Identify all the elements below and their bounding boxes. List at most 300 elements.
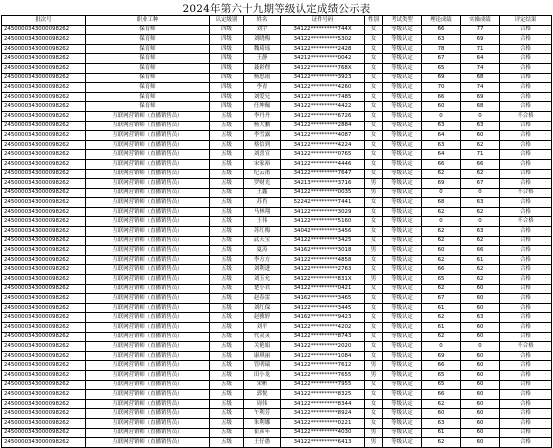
- result-cell: 合格: [500, 332, 552, 342]
- id-number-cell: 34122**********7485: [281, 92, 365, 102]
- exam-type-cell: 等级认定: [383, 428, 422, 438]
- column-header: 理论成绩: [422, 16, 461, 26]
- level-cell: 四级: [210, 102, 244, 112]
- id-number-cell: 34122**********5160: [281, 217, 365, 227]
- name-cell: 王仔愚: [244, 438, 281, 448]
- exam-type-cell: 等级认定: [383, 342, 422, 352]
- theory-score-cell: 61: [422, 428, 461, 438]
- batch-number-cell: 2450000343000098262: [2, 342, 86, 352]
- table-row: [2, 255, 552, 265]
- level-cell: 五级: [210, 275, 244, 285]
- exam-type-cell: 等级认定: [383, 83, 422, 93]
- table-row: [2, 140, 552, 150]
- gender-cell: 女: [365, 227, 383, 237]
- occupation-cell: 互联网营销师（直播销售员）: [86, 399, 210, 409]
- result-cell: 合格: [500, 150, 552, 160]
- batch-number-cell: 2450000343000098262: [2, 188, 86, 198]
- occupation-cell: 互联网营销师（直播销售员）: [86, 313, 210, 323]
- batch-number-cell: 2450000343000098262: [2, 92, 86, 102]
- exam-type-cell: 等级认定: [383, 227, 422, 237]
- table-row: [2, 198, 552, 208]
- table-row: [2, 246, 552, 256]
- exam-type-cell: 等级认定: [383, 121, 422, 131]
- batch-number-cell: 2450000343000098262: [2, 44, 86, 54]
- id-number-cell: 34162**********3018: [281, 246, 365, 256]
- name-cell: 王鑫: [244, 188, 281, 198]
- result-cell: 合格: [500, 207, 552, 217]
- practical-score-cell: 69: [461, 92, 500, 102]
- result-cell: 合格: [500, 370, 552, 380]
- name-cell: 纪云淆: [244, 169, 281, 179]
- exam-type-cell: 等级认定: [383, 380, 422, 390]
- name-cell: 王静: [244, 54, 281, 64]
- practical-score-cell: 67: [461, 179, 500, 189]
- batch-number-cell: 2450000343000098262: [2, 351, 86, 361]
- occupation-cell: 互联网营销师（直播销售员）: [86, 380, 210, 390]
- occupation-cell: 互联网营销师（直播销售员）: [86, 111, 210, 121]
- name-cell: 罗财光: [244, 179, 281, 189]
- level-cell: 五级: [210, 227, 244, 237]
- exam-type-cell: 等级认定: [383, 169, 422, 179]
- theory-score-cell: 61: [422, 303, 461, 313]
- result-cell: 合格: [500, 159, 552, 169]
- practical-score-cell: 0: [461, 217, 500, 227]
- result-cell: 合格: [500, 313, 552, 323]
- batch-number-cell: 2450000343000098262: [2, 361, 86, 371]
- name-cell: 刘晓梅: [244, 35, 281, 45]
- level-cell: 五级: [210, 428, 244, 438]
- level-cell: 五级: [210, 332, 244, 342]
- practical-score-cell: 66: [461, 246, 500, 256]
- occupation-cell: 互联网营销师（直播销售员）: [86, 438, 210, 448]
- exam-type-cell: 等级认定: [383, 399, 422, 409]
- occupation-cell: 互联网营销师（直播销售员）: [86, 361, 210, 371]
- level-cell: 五级: [210, 140, 244, 150]
- id-number-cell: 34122**********4446: [281, 159, 365, 169]
- exam-type-cell: 等级认定: [383, 255, 422, 265]
- result-cell: 合格: [500, 131, 552, 141]
- exam-type-cell: 等级认定: [383, 131, 422, 141]
- table-row: [2, 438, 552, 448]
- level-cell: 五级: [210, 188, 244, 198]
- level-cell: 五级: [210, 303, 244, 313]
- level-cell: 五级: [210, 284, 244, 294]
- id-number-cell: 34122**********7955: [281, 380, 365, 390]
- batch-number-cell: 2450000343000098262: [2, 25, 86, 35]
- occupation-cell: 互联网营销师（直播销售员）: [86, 284, 210, 294]
- gender-cell: 女: [365, 255, 383, 265]
- exam-type-cell: 等级认定: [383, 438, 422, 448]
- gender-cell: 女: [365, 73, 383, 83]
- gender-cell: 男: [365, 438, 383, 448]
- batch-number-cell: 2450000343000098262: [2, 63, 86, 73]
- result-cell: 合格: [500, 323, 552, 333]
- column-header: 批次号: [2, 16, 86, 26]
- result-cell: 合格: [500, 303, 552, 313]
- occupation-cell: 保育师: [86, 102, 210, 112]
- practical-score-cell: 60: [461, 380, 500, 390]
- column-header: 评定结果: [500, 16, 552, 26]
- gender-cell: 女: [365, 390, 383, 400]
- theory-score-cell: 60: [422, 102, 461, 112]
- level-cell: 五级: [210, 265, 244, 275]
- id-number-cell: 34122**********3445: [281, 303, 365, 313]
- exam-type-cell: 等级认定: [383, 140, 422, 150]
- name-cell: 郭悦: [244, 390, 281, 400]
- result-cell: 合格: [500, 92, 552, 102]
- practical-score-cell: 74: [461, 63, 500, 73]
- table-row: [2, 390, 552, 400]
- occupation-cell: 互联网营销师（直播销售员）: [86, 332, 210, 342]
- theory-score-cell: 67: [422, 294, 461, 304]
- occupation-cell: 保育师: [86, 63, 210, 73]
- result-cell: 合格: [500, 294, 552, 304]
- batch-number-cell: 2450000343000098262: [2, 313, 86, 323]
- level-cell: 五级: [210, 255, 244, 265]
- level-cell: 五级: [210, 418, 244, 428]
- exam-type-cell: 等级认定: [383, 73, 422, 83]
- exam-type-cell: 等级认定: [383, 418, 422, 428]
- table-row: [2, 303, 552, 313]
- id-number-cell: 34122**********8924: [281, 409, 365, 419]
- exam-type-cell: 等级认定: [383, 246, 422, 256]
- id-number-cell: 34122**********5302: [281, 35, 365, 45]
- column-header: 认定级别: [210, 16, 244, 26]
- gender-cell: 女: [365, 169, 383, 179]
- table-row: [2, 428, 552, 438]
- gender-cell: 男: [365, 428, 383, 438]
- theory-score-cell: 0: [422, 111, 461, 121]
- theory-score-cell: 69: [422, 179, 461, 189]
- batch-number-cell: 2450000343000098262: [2, 35, 86, 45]
- practical-score-cell: 62: [461, 236, 500, 246]
- theory-score-cell: 70: [422, 83, 461, 93]
- level-cell: 五级: [210, 323, 244, 333]
- level-cell: 五级: [210, 217, 244, 227]
- table-row: [2, 342, 552, 352]
- theory-score-cell: 62: [422, 169, 461, 179]
- name-cell: 聂彩俚: [244, 63, 281, 73]
- name-cell: 马林翔: [244, 207, 281, 217]
- theory-score-cell: 63: [422, 140, 461, 150]
- practical-score-cell: 60: [461, 323, 500, 333]
- name-cell: 王伟: [244, 217, 281, 227]
- name-cell: 田小龙: [244, 370, 281, 380]
- occupation-cell: 互联网营销师（直播销售员）: [86, 246, 210, 256]
- result-cell: 合格: [500, 121, 552, 131]
- name-cell: 刘利进: [244, 265, 281, 275]
- occupation-cell: 保育师: [86, 92, 210, 102]
- batch-number-cell: 2450000343000098262: [2, 438, 86, 448]
- practical-score-cell: 66: [461, 159, 500, 169]
- id-number-cell: 34213**********3716: [281, 179, 365, 189]
- practical-score-cell: 60: [461, 351, 500, 361]
- name-cell: 李方方: [244, 255, 281, 265]
- level-cell: 五级: [210, 313, 244, 323]
- result-cell: 不合格: [500, 111, 552, 121]
- level-cell: 四级: [210, 35, 244, 45]
- level-cell: 五级: [210, 294, 244, 304]
- table-header: [2, 16, 552, 26]
- practical-score-cell: 60: [461, 390, 500, 400]
- id-number-cell: 34122**********7647: [281, 169, 365, 179]
- name-cell: 杨大鹏: [244, 121, 281, 131]
- table-row: [2, 131, 552, 141]
- theory-score-cell: 68: [422, 198, 461, 208]
- exam-type-cell: 等级认定: [383, 236, 422, 246]
- practical-score-cell: 60: [461, 284, 500, 294]
- theory-score-cell: 66: [422, 361, 461, 371]
- level-cell: 五级: [210, 399, 244, 409]
- occupation-cell: 互联网营销师（直播销售员）: [86, 179, 210, 189]
- occupation-cell: 互联网营销师（直播销售员）: [86, 217, 210, 227]
- batch-number-cell: 2450000343000098262: [2, 265, 86, 275]
- theory-score-cell: 66: [422, 390, 461, 400]
- practical-score-cell: 60: [461, 332, 500, 342]
- practical-score-cell: 61: [461, 255, 500, 265]
- exam-type-cell: 等级认定: [383, 370, 422, 380]
- id-number-cell: 34122**********3029: [281, 207, 365, 217]
- name-cell: 管明瑞: [244, 361, 281, 371]
- occupation-cell: 互联网营销师（直播销售员）: [86, 207, 210, 217]
- gender-cell: 女: [365, 63, 383, 73]
- batch-number-cell: 2450000343000098262: [2, 159, 86, 169]
- id-number-cell: 34162**********9423: [281, 313, 365, 323]
- result-cell: 合格: [500, 227, 552, 237]
- batch-number-cell: 2450000343000098262: [2, 207, 86, 217]
- column-header: 考试类型: [383, 16, 422, 26]
- id-number-cell: 34122**********2763: [281, 265, 365, 275]
- id-number-cell: 34122**********768X: [281, 63, 365, 73]
- practical-score-cell: 60: [461, 294, 500, 304]
- exam-type-cell: 等级认定: [383, 102, 422, 112]
- name-cell: 李青: [244, 83, 281, 93]
- id-number-cell: 34162**********3465: [281, 294, 365, 304]
- occupation-cell: 互联网营销师（直播销售员）: [86, 428, 210, 438]
- theory-score-cell: 69: [422, 73, 461, 83]
- id-number-cell: 34122**********6726: [281, 111, 365, 121]
- gender-cell: 女: [365, 102, 383, 112]
- result-cell: 合格: [500, 255, 552, 265]
- result-cell: 合格: [500, 399, 552, 409]
- theory-score-cell: 62: [422, 255, 461, 265]
- practical-score-cell: 60: [461, 303, 500, 313]
- name-cell: 任坤佩: [244, 102, 281, 112]
- result-cell: 合格: [500, 380, 552, 390]
- result-cell: 合格: [500, 169, 552, 179]
- table-row: [2, 399, 552, 409]
- table-row: [2, 207, 552, 217]
- id-number-cell: 34122**********2020: [281, 342, 365, 352]
- table-row: [2, 332, 552, 342]
- result-cell: 合格: [500, 63, 552, 73]
- gender-cell: 女: [365, 44, 383, 54]
- result-cell: 不合格: [500, 217, 552, 227]
- batch-number-cell: 2450000343000098262: [2, 399, 86, 409]
- exam-type-cell: 等级认定: [383, 54, 422, 64]
- gender-cell: 男: [365, 179, 383, 189]
- result-cell: 合格: [500, 246, 552, 256]
- practical-score-cell: 71: [461, 44, 500, 54]
- table-row: [2, 294, 552, 304]
- id-number-cell: 34122**********831X: [281, 275, 365, 285]
- occupation-cell: 互联网营销师（直播销售员）: [86, 236, 210, 246]
- gender-cell: 女: [365, 294, 383, 304]
- result-cell: 合格: [500, 284, 552, 294]
- theory-score-cell: 62: [422, 332, 461, 342]
- theory-score-cell: 62: [422, 236, 461, 246]
- batch-number-cell: 2450000343000098262: [2, 227, 86, 237]
- table-row: [2, 351, 552, 361]
- id-number-cell: 34122**********3923: [281, 73, 365, 83]
- gender-cell: 女: [365, 351, 383, 361]
- batch-number-cell: 2450000343000098262: [2, 428, 86, 438]
- table-body: [2, 25, 552, 447]
- name-cell: 周伟: [244, 399, 281, 409]
- batch-number-cell: 2450000343000098262: [2, 121, 86, 131]
- gender-cell: 女: [365, 399, 383, 409]
- practical-score-cell: 69: [461, 35, 500, 45]
- gender-cell: 女: [365, 236, 383, 246]
- gender-cell: 女: [365, 418, 383, 428]
- batch-number-cell: 2450000343000098262: [2, 323, 86, 333]
- exam-type-cell: 等级认定: [383, 217, 422, 227]
- result-cell: 合格: [500, 361, 552, 371]
- occupation-cell: 互联网营销师（直播销售员）: [86, 390, 210, 400]
- gender-cell: 女: [365, 380, 383, 390]
- document-title: 2024年第六十九期等级认定成绩公示表: [182, 3, 371, 15]
- id-number-cell: 34122**********1084: [281, 351, 365, 361]
- result-cell: 合格: [500, 418, 552, 428]
- name-cell: 苏肖: [244, 198, 281, 208]
- theory-score-cell: 78: [422, 44, 461, 54]
- id-number-cell: 34122**********8743: [281, 332, 365, 342]
- level-cell: 四级: [210, 92, 244, 102]
- level-cell: 四级: [210, 44, 244, 54]
- practical-score-cell: 0: [461, 188, 500, 198]
- id-number-cell: 34122**********8344: [281, 399, 365, 409]
- table-row: [2, 111, 552, 121]
- practical-score-cell: 60: [461, 409, 500, 419]
- batch-number-cell: 2450000343000098262: [2, 370, 86, 380]
- theory-score-cell: 62: [422, 227, 461, 237]
- practical-score-cell: 60: [461, 361, 500, 371]
- batch-number-cell: 2450000343000098262: [2, 179, 86, 189]
- batch-number-cell: 2450000343000098262: [2, 54, 86, 64]
- name-cell: 李雪露: [244, 131, 281, 141]
- gender-cell: 女: [365, 140, 383, 150]
- result-cell: 合格: [500, 73, 552, 83]
- result-cell: 合格: [500, 409, 552, 419]
- result-cell: 合格: [500, 351, 552, 361]
- batch-number-cell: 2450000343000098262: [2, 73, 86, 83]
- name-cell: 魏琦瑶: [244, 44, 281, 54]
- practical-score-cell: 62: [461, 265, 500, 275]
- gender-cell: 女: [365, 150, 383, 160]
- practical-score-cell: 62: [461, 275, 500, 285]
- theory-score-cell: 66: [422, 265, 461, 275]
- theory-score-cell: 64: [422, 131, 461, 141]
- column-header: 姓名: [244, 16, 281, 26]
- column-header: 性别: [365, 16, 383, 26]
- theory-score-cell: 66: [422, 159, 461, 169]
- theory-score-cell: 0: [422, 342, 461, 352]
- id-number-cell: 34122**********6413: [281, 438, 365, 448]
- practical-score-cell: 77: [461, 25, 500, 35]
- gender-cell: 男: [365, 275, 383, 285]
- result-cell: 合格: [500, 236, 552, 246]
- name-cell: 夏涛: [244, 246, 281, 256]
- level-cell: 五级: [210, 409, 244, 419]
- occupation-cell: 互联网营销师（直播销售员）: [86, 303, 210, 313]
- exam-type-cell: 等级认定: [383, 275, 422, 285]
- batch-number-cell: 2450000343000098262: [2, 390, 86, 400]
- table-row: [2, 92, 552, 102]
- batch-number-cell: 2450000343000098262: [2, 246, 86, 256]
- header-row: [2, 16, 552, 26]
- theory-score-cell: 63: [422, 418, 461, 428]
- gender-cell: 女: [365, 332, 383, 342]
- level-cell: 五级: [210, 361, 244, 371]
- level-cell: 四级: [210, 83, 244, 93]
- exam-type-cell: 等级认定: [383, 159, 422, 169]
- name-cell: 关艳娟: [244, 342, 281, 352]
- level-cell: 五级: [210, 390, 244, 400]
- level-cell: 四级: [210, 73, 244, 83]
- result-cell: 合格: [500, 25, 552, 35]
- occupation-cell: 互联网营销师（直播销售员）: [86, 188, 210, 198]
- practical-score-cell: 62: [461, 140, 500, 150]
- occupation-cell: 互联网营销师（直播销售员）: [86, 275, 210, 285]
- id-number-cell: 34122**********4087: [281, 131, 365, 141]
- gender-cell: 女: [365, 83, 383, 93]
- table-row: [2, 188, 552, 198]
- id-number-cell: 34122**********4030: [281, 428, 365, 438]
- table-row: [2, 227, 552, 237]
- name-cell: 午利芳: [244, 409, 281, 419]
- name-cell: 赵春雷: [244, 294, 281, 304]
- level-cell: 五级: [210, 342, 244, 352]
- level-cell: 五级: [210, 207, 244, 217]
- occupation-cell: 互联网营销师（直播销售员）: [86, 131, 210, 141]
- name-cell: 朱利娜: [244, 418, 281, 428]
- table-row: [2, 380, 552, 390]
- occupation-cell: 互联网营销师（直播销售员）: [86, 227, 210, 237]
- theory-score-cell: 65: [422, 380, 461, 390]
- theory-score-cell: 63: [422, 121, 461, 131]
- batch-number-cell: 2450000343000098262: [2, 380, 86, 390]
- practical-score-cell: 63: [461, 313, 500, 323]
- occupation-cell: 保育师: [86, 73, 210, 83]
- table-row: [2, 73, 552, 83]
- table-row: [2, 275, 552, 285]
- exam-type-cell: 等级认定: [383, 351, 422, 361]
- column-header: 证件号码: [281, 16, 365, 26]
- occupation-cell: 互联网营销师（直播销售员）: [86, 342, 210, 352]
- name-cell: 苏红梅: [244, 227, 281, 237]
- exam-type-cell: 等级认定: [383, 179, 422, 189]
- theory-score-cell: 60: [422, 409, 461, 419]
- level-cell: 五级: [210, 121, 244, 131]
- occupation-cell: 互联网营销师（直播销售员）: [86, 323, 210, 333]
- name-cell: 刘玉允: [244, 275, 281, 285]
- result-cell: 合格: [500, 275, 552, 285]
- batch-number-cell: 2450000343000098262: [2, 198, 86, 208]
- exam-type-cell: 等级认定: [383, 409, 422, 419]
- batch-number-cell: 2450000343000098262: [2, 255, 86, 265]
- level-cell: 五级: [210, 380, 244, 390]
- practical-score-cell: 60: [461, 418, 500, 428]
